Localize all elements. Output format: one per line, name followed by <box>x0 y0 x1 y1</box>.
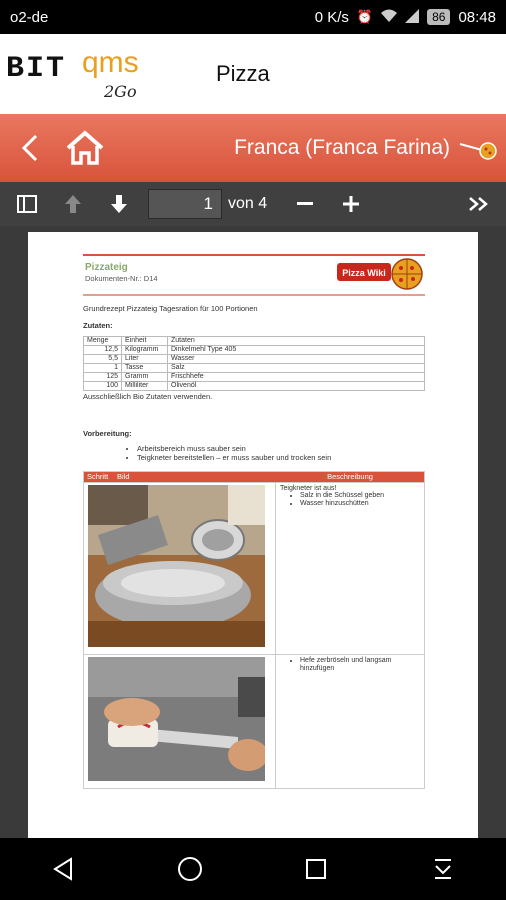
double-chevron-right-icon <box>468 196 490 212</box>
user-name: Franca (Franca Farina) <box>234 136 450 159</box>
preparation-list <box>137 444 425 462</box>
header-bottom-rule <box>83 294 425 296</box>
signal-icon <box>405 9 419 26</box>
step-list <box>300 492 420 508</box>
steps-table <box>83 471 425 789</box>
steps-header <box>84 472 424 482</box>
zoom-in-button[interactable] <box>328 182 374 226</box>
unit-cell: Liter <box>122 355 168 364</box>
arrow-up-icon <box>64 194 82 214</box>
logo-bit: BIT <box>6 52 67 86</box>
pdf-toolbar <box>0 182 506 226</box>
ingredients-heading: Zutaten: <box>83 321 113 330</box>
plus-icon <box>343 196 359 212</box>
app-header <box>0 34 506 114</box>
table-row <box>84 364 425 373</box>
qty-cell: 1 <box>84 364 122 373</box>
unit-cell: Tasse <box>122 364 168 373</box>
minus-icon <box>297 202 313 206</box>
pdf-page <box>28 232 478 838</box>
clock: 08:48 <box>458 8 496 26</box>
table-header-row <box>84 337 425 346</box>
logo-2go: 2Go <box>104 82 137 101</box>
column-header: Schritt <box>87 472 109 481</box>
column-header: Einheit <box>122 337 168 346</box>
document-title: Pizzateig <box>85 262 128 273</box>
carrier-label: o2-de <box>10 8 49 26</box>
home-icon <box>65 130 105 166</box>
battery-icon: 86 <box>427 9 450 25</box>
previous-page-button[interactable] <box>50 182 96 226</box>
qty-cell: 100 <box>84 382 122 391</box>
svg-text:Pizza Wiki: Pizza Wiki <box>342 268 386 278</box>
qty-cell: 12,5 <box>84 346 122 355</box>
chevron-left-icon <box>19 133 41 163</box>
nav-home-button[interactable] <box>160 838 220 900</box>
step-image-cell <box>84 483 276 654</box>
item-cell: Olivenöl <box>168 382 425 391</box>
network-speed: 0 K/s <box>314 8 349 26</box>
android-nav-bar <box>0 838 506 900</box>
step-title: Teigkneter ist aus! <box>280 485 337 492</box>
page-title: Pizza <box>216 61 270 86</box>
wifi-icon <box>381 9 397 26</box>
column-header: Menge <box>84 337 122 346</box>
recipe-intro: Grundrezept Pizzateig Tagesration für 100 Portionen <box>83 304 258 313</box>
circle-home-icon <box>177 856 203 882</box>
nav-recents-button[interactable] <box>286 838 346 900</box>
unit-cell: Gramm <box>122 373 168 382</box>
ingredients-table <box>83 336 425 391</box>
list-item: • Hefe zerbröseln und langsam hinzufügen <box>300 657 420 673</box>
nav-notification-button[interactable] <box>413 838 473 900</box>
navigation-bar <box>0 114 506 182</box>
table-row <box>84 382 425 391</box>
list-item: • Teigkneter bereitstellen – er muss sauber und trocken sein <box>137 453 425 462</box>
pizza-peel-icon <box>456 114 500 182</box>
table-row <box>84 355 425 364</box>
column-header: Beschreibung <box>327 472 373 481</box>
triangle-back-icon <box>52 857 74 881</box>
column-header: Bild <box>117 472 130 481</box>
step-description <box>276 655 424 788</box>
dough-mixer-photo <box>88 485 265 647</box>
more-tools-button[interactable] <box>456 182 502 226</box>
nav-back-button[interactable] <box>33 838 93 900</box>
alarm-icon: ⏰ <box>356 9 374 24</box>
qty-cell: 125 <box>84 373 122 382</box>
item-cell: Dinkelmehl Type 405 <box>168 346 425 355</box>
arrow-down-icon <box>110 194 128 214</box>
document-content <box>83 254 425 462</box>
bitqms-logo <box>0 34 150 114</box>
status-bar <box>0 0 506 34</box>
sidebar-toggle-button[interactable] <box>4 182 50 226</box>
step-list <box>300 657 420 673</box>
zoom-out-button[interactable] <box>282 182 328 226</box>
next-page-button[interactable] <box>96 182 142 226</box>
yeast-crumbling-photo <box>88 657 265 781</box>
home-button[interactable] <box>60 114 110 182</box>
document-header <box>83 256 425 294</box>
preparation-heading: Vorbereitung: <box>83 429 132 438</box>
square-recents-icon <box>305 858 327 880</box>
sidebar-toggle-icon <box>17 195 37 213</box>
list-item: • Arbeitsbereich muss sauber sein <box>137 444 425 453</box>
list-item: • Wasser hinzuschütten <box>300 500 420 508</box>
bio-note: Ausschließlich Bio Zutaten verwenden. <box>83 392 213 401</box>
unit-cell: Kilogramm <box>122 346 168 355</box>
table-row <box>84 346 425 355</box>
pull-down-icon <box>432 857 454 881</box>
table-row <box>84 482 424 654</box>
step-description <box>276 483 424 654</box>
pdf-viewer[interactable] <box>0 226 506 838</box>
pizza-wiki-logo <box>335 257 425 291</box>
unit-cell: Milliliter <box>122 382 168 391</box>
page-count-label: von 4 <box>228 195 268 212</box>
step-image-cell <box>84 655 276 788</box>
list-item: • Salz in die Schüssel geben <box>300 492 420 500</box>
column-header: Zutaten <box>168 337 425 346</box>
logo-qms: qms <box>82 46 139 79</box>
back-button[interactable] <box>0 114 60 182</box>
item-cell: Salz <box>168 364 425 373</box>
table-row <box>84 654 424 788</box>
qty-cell: 5,5 <box>84 355 122 364</box>
item-cell: Wasser <box>168 355 425 364</box>
page-number-input[interactable]: 1 <box>148 189 222 219</box>
item-cell: Frischhefe <box>168 373 425 382</box>
document-number: Dokumenten-Nr.: D14 <box>85 274 158 283</box>
table-row <box>84 373 425 382</box>
